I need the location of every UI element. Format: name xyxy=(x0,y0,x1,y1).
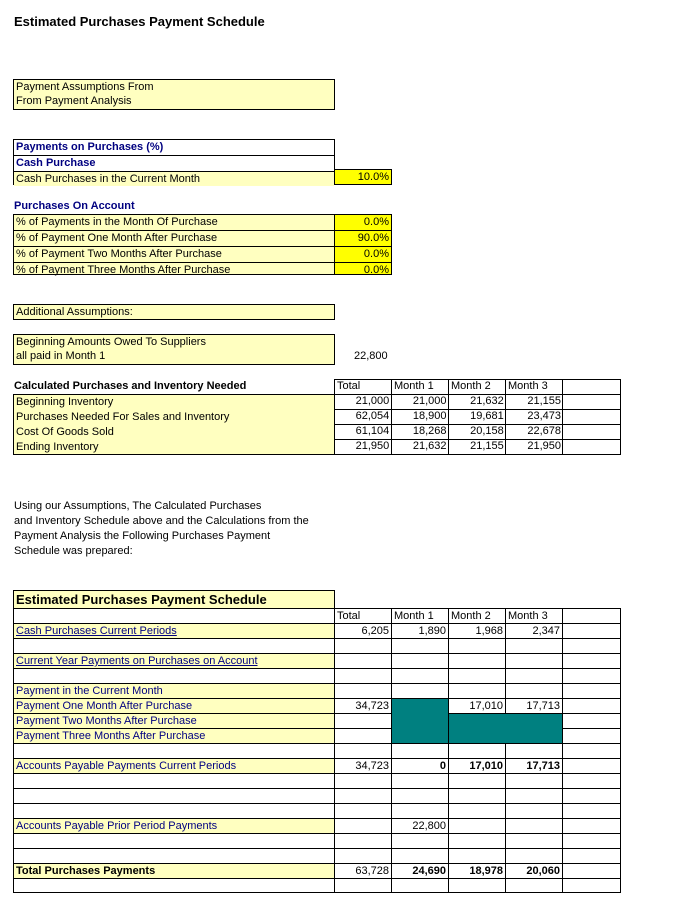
payments-on-purchases-box xyxy=(13,139,335,185)
payments-on-purchases-heading: Payments on Purchases (%) xyxy=(14,140,334,156)
page-title: Estimated Purchases Payment Schedule xyxy=(14,14,265,29)
payment-assumptions-box[interactable] xyxy=(13,79,335,110)
calc-cell[interactable]: 23,473 xyxy=(527,410,561,422)
calc-cell[interactable]: 21,632 xyxy=(412,440,447,452)
poa-row-value[interactable]: 90.0% xyxy=(335,231,391,247)
calc-cell[interactable]: 21,155 xyxy=(470,440,504,452)
payment-assumptions-line2: From Payment Analysis xyxy=(16,95,132,107)
ap-current-label[interactable]: Accounts Payable Payments Current Periods xyxy=(14,759,334,773)
schedule-col-header: Month 1 xyxy=(394,610,434,622)
calc-cell[interactable]: 19,681 xyxy=(470,410,504,422)
poa-row-label[interactable]: % of Payment Two Months After Purchase xyxy=(14,247,334,263)
poa-row-value[interactable]: 0.0% xyxy=(335,247,391,263)
beginning-owed-line1: Beginning Amounts Owed To Suppliers xyxy=(16,336,206,348)
calc-col-header: Total xyxy=(337,380,361,392)
purchases-on-account-values xyxy=(334,214,392,275)
schedule-cell[interactable]: 1,890 xyxy=(418,625,446,637)
paragraph-line: and Inventory Schedule above and the Calculations from the xyxy=(14,515,309,527)
calc-cell[interactable]: 21,000 xyxy=(355,395,390,407)
schedule-cell[interactable]: 6,205 xyxy=(361,625,389,637)
schedule-cell[interactable]: 1,968 xyxy=(475,625,503,637)
schedule-cell[interactable]: 34,723 xyxy=(355,760,389,772)
additional-assumptions[interactable]: Additional Assumptions: xyxy=(13,304,335,320)
schedule-cell[interactable]: 22,800 xyxy=(412,820,446,832)
paragraph-line: Using our Assumptions, The Calculated Purchases xyxy=(14,500,262,512)
schedule-cell[interactable]: 24,690 xyxy=(412,865,446,877)
cash-purchases-label[interactable]: Cash Purchases Current Periods xyxy=(14,624,334,638)
teal-block-m1 xyxy=(392,699,448,743)
payment-current-month-label[interactable]: Payment in the Current Month xyxy=(14,684,334,698)
purchases-on-account-box xyxy=(13,214,335,275)
schedule-heading[interactable]: Estimated Purchases Payment Schedule xyxy=(13,590,335,610)
schedule-cell[interactable]: 34,723 xyxy=(355,700,389,712)
schedule-cell[interactable]: 17,713 xyxy=(526,760,560,772)
calc-cell[interactable]: 22,678 xyxy=(527,425,561,437)
payment-two-months-label[interactable]: Payment Two Months After Purchase xyxy=(14,714,334,728)
ap-prior-label[interactable]: Accounts Payable Prior Period Payments xyxy=(14,819,334,833)
calc-col-header: Month 2 xyxy=(451,380,491,392)
poa-row-value[interactable]: 0.0% xyxy=(335,215,391,231)
calc-cell[interactable]: 18,268 xyxy=(412,425,447,437)
paragraph xyxy=(14,499,309,559)
paragraph-line: Schedule was prepared: xyxy=(14,545,133,557)
beginning-owed-box[interactable] xyxy=(13,334,335,365)
schedule-cell[interactable]: 20,060 xyxy=(526,865,560,877)
current-year-label[interactable]: Current Year Payments on Purchases on Account xyxy=(14,654,334,668)
calc-table-heading: Calculated Purchases and Inventory Needed xyxy=(14,380,247,392)
poa-row-value[interactable]: 0.0% xyxy=(363,264,389,276)
cash-current-value[interactable]: 10.0% xyxy=(334,169,392,185)
calc-cell[interactable]: 21,632 xyxy=(470,395,504,407)
calc-row-label[interactable]: Purchases Needed For Sales and Inventory xyxy=(16,411,230,423)
calc-col-header: Month 3 xyxy=(508,380,548,392)
calc-cell[interactable]: 61,104 xyxy=(355,425,390,437)
purchases-on-account-heading: Purchases On Account xyxy=(14,200,135,212)
poa-row-label[interactable]: % of Payment One Month After Purchase xyxy=(14,231,334,247)
schedule-cell[interactable]: 0 xyxy=(439,760,446,772)
schedule-cell[interactable]: 17,010 xyxy=(469,700,503,712)
calc-table-labels xyxy=(13,394,335,455)
total-payments-label[interactable]: Total Purchases Payments xyxy=(14,864,334,878)
cash-current-label[interactable]: Cash Purchases in the Current Month xyxy=(14,172,334,186)
schedule-cell[interactable]: 18,978 xyxy=(469,865,503,877)
payment-one-month-label[interactable]: Payment One Month After Purchase xyxy=(14,699,334,713)
calc-cell[interactable]: 18,900 xyxy=(412,410,447,422)
schedule-cell[interactable]: 63,728 xyxy=(355,865,389,877)
schedule-grid xyxy=(13,608,621,893)
schedule-cell[interactable]: 17,010 xyxy=(469,760,503,772)
calc-cell[interactable]: 21,155 xyxy=(527,395,561,407)
calc-row-label[interactable]: Ending Inventory xyxy=(16,441,99,453)
calc-cell[interactable]: 21,000 xyxy=(412,395,447,407)
calc-row-label[interactable]: Beginning Inventory xyxy=(16,396,114,408)
calc-col-header: Month 1 xyxy=(394,380,434,392)
schedule-cell[interactable]: 2,347 xyxy=(532,625,560,637)
payment-assumptions-line1: Payment Assumptions From xyxy=(16,81,154,93)
schedule-col-header: Total xyxy=(337,610,361,622)
schedule-top-blank xyxy=(14,609,334,623)
cash-purchase-heading: Cash Purchase xyxy=(14,156,334,172)
calc-cell[interactable]: 21,950 xyxy=(355,440,390,452)
beginning-owed-line2: all paid in Month 1 xyxy=(16,350,106,362)
schedule-col-header: Month 3 xyxy=(508,610,548,622)
poa-row-label[interactable]: % of Payment Three Months After Purchase xyxy=(16,264,231,276)
payment-three-months-label[interactable]: Payment Three Months After Purchase xyxy=(14,729,334,743)
beginning-owed-value: 22,800 xyxy=(354,350,388,362)
schedule-col-header: Month 2 xyxy=(451,610,491,622)
schedule-cell[interactable]: 17,713 xyxy=(526,700,560,712)
calc-cell[interactable]: 21,950 xyxy=(527,440,561,452)
poa-row-label[interactable]: % of Payments in the Month Of Purchase xyxy=(14,215,334,231)
calc-table-values xyxy=(334,394,563,454)
calc-row-label[interactable]: Cost Of Goods Sold xyxy=(16,426,114,438)
calc-cell[interactable]: 62,054 xyxy=(355,410,390,422)
paragraph-line: Payment Analysis the Following Purchases Payment xyxy=(14,530,271,542)
teal-block-m2-m3 xyxy=(449,714,562,743)
calc-cell[interactable]: 20,158 xyxy=(470,425,504,437)
